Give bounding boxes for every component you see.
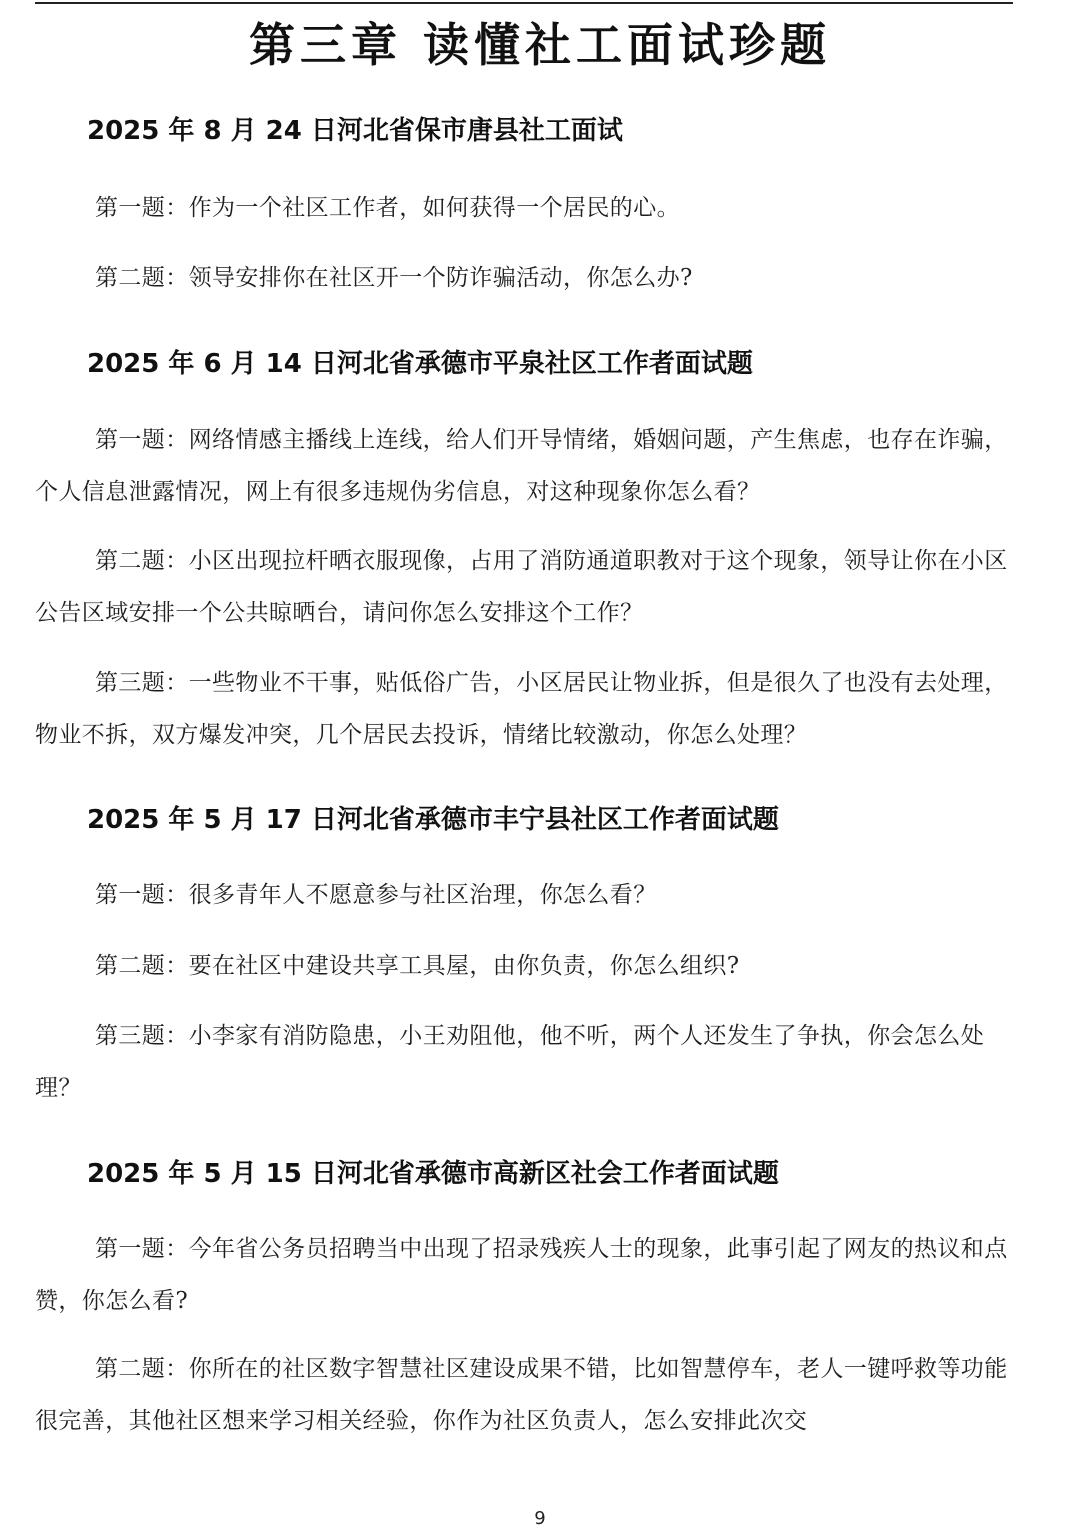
question-paragraph: 第二题：领导安排你在社区开一个防诈骗活动，你怎么办? [95, 265, 693, 291]
question-paragraph: 第一题：网络情感主播线上连线，给人们开导情绪，婚姻问题，产生焦虑，也存在诈骗，个人信息泄露情况，网上有很多违规伪劣信息，对这种现象你怎么看？ [35, 427, 1008, 505]
question-paragraph: 第二题：要在社区中建设共享工具屋，由你负责，你怎么组织? [95, 953, 740, 979]
page-number: 9 [534, 1508, 546, 1529]
section-heading: 2025 年 5 月 17 日河北省承德市丰宁县社区工作者面试题 [87, 805, 779, 835]
section-heading: 2025 年 5 月 15 日河北省承德市高新区社会工作者面试题 [87, 1159, 779, 1189]
chapter-title: 第三章 读懂社工面试珍题 [248, 18, 831, 72]
section-heading: 2025 年 8 月 24 日河北省保市唐县社工面试 [87, 116, 623, 146]
section-heading: 2025 年 6 月 14 日河北省承德市平泉社区工作者面试题 [87, 349, 753, 379]
question-paragraph: 第二题：你所在的社区数字智慧社区建设成果不错，比如智慧停车，老人一键呼救等功能很完善，其他社区想来学习相关经验，你作为社区负责人，怎么安排此次交 [35, 1356, 1008, 1434]
question-paragraph: 第一题：今年省公务员招聘当中出现了招录残疾人士的现象，此事引起了网友的热议和点赞，你怎么看? [35, 1236, 1008, 1314]
question-paragraph: 第一题：作为一个社区工作者，如何获得一个居民的心。 [95, 195, 680, 221]
top-rule [35, 2, 1013, 4]
question-paragraph: 第三题：一些物业不干事，贴低俗广告，小区居民让物业拆，但是很久了也没有去处理，物业不拆，双方爆发冲突，几个居民去投诉，情绪比较激动，你怎么处理？ [35, 670, 1008, 748]
question-paragraph: 第一题：很多青年人不愿意参与社区治理，你怎么看？ [95, 882, 657, 908]
question-paragraph: 第三题：小李家有消防隐患，小王劝阻他，他不听，两个人还发生了争执，你会怎么处理？ [35, 1023, 985, 1101]
question-paragraph: 第二题：小区出现拉杆晒衣服现像，占用了消防通道职教对于这个现象，领导让你在小区公告区域安排一个公共晾晒台，请问你怎么安排这个工作？ [35, 548, 1008, 626]
